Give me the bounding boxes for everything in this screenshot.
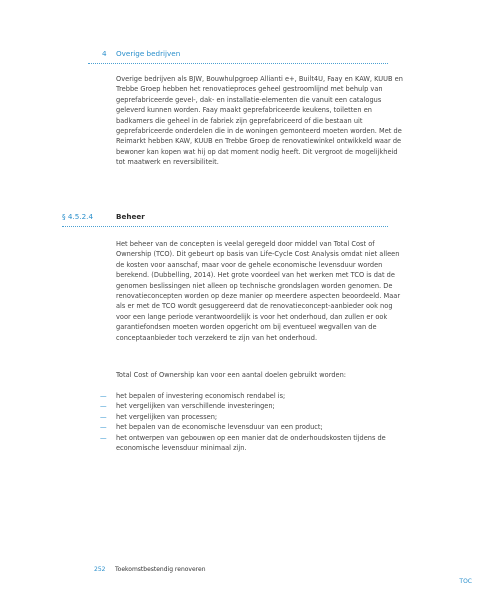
section-number: 4 <box>102 49 107 58</box>
page-number: 252 <box>94 566 106 573</box>
list-item-text: het ontwerpen van gebouwen op een manier dat de onderhoudskosten tijdens de economische levensduur minimaal zijn. <box>116 433 386 453</box>
dash-icon: — <box>100 402 107 411</box>
page-footer <box>94 566 206 573</box>
paragraph-overige-bedrijven: Overige bedrijven als BJW, Bouwhulpgroep Allianti e+, Built4U, Faay en KAW, KUUB en Trebbe Groep hebben het renovatieproces geheel gestroomlijnd met behulp van geprefabriceerde gevel-, dak- en installatie-elementen die vanuit een catalogus geleverd kunnen worden. Faay maakt geprefabriceerde keukens, toiletten en badkamers die geheel in de fabriek zijn geprefabriceerd of die bestaan uit geprefabriceerde onderdelen die in de woningen gemonteerd moeten worden. Met de Reimarkt hebben KAW, KUUB en Trebbe Groep de renovatiewinkel ontwikkeld waar de bewoner kan kopen wat hij op dat moment nodig heeft. Dit vergroot de mogelijkheid tot maatwerk en reversibiliteit. <box>116 75 403 167</box>
dash-icon: — <box>100 392 107 400</box>
section-title: Overige bedrijven <box>116 49 181 58</box>
section-number: § 4.5.2.4 <box>62 212 94 221</box>
list-item-text: het bepalen of investering economisch rendabel is; <box>116 392 286 400</box>
paragraph-tco-intro: Total Cost of Ownership kan voor een aantal doelen gebruikt worden: <box>116 371 347 379</box>
list-item <box>100 401 410 411</box>
paragraph-beheer: Het beheer van de concepten is veelal geregeld door middel van Total Cost of Ownership (TCO). Dit gebeurt op basis van Life-Cycle Cost Analysis omdat niet alleen de kosten voor aanschaf, maar voor de gehele economische levensduur worden berekend. (Dubbelling, 2014). Het grote voordeel van het werken met TCO is dat de genomen beslissingen niet alleen op technische grondslagen worden genomen. De renovatieconcepten worden op deze manier op meerdere aspecten beoordeeld. Maar als er met de TCO wordt gesuggereerd dat de renovatieconcept-aanbieder ook nog voor een lange periode verantwoordelijk is voor het onderhoud, dan zullen er ook garantiefondsen moeten worden opgericht om bij eventueel wegvallen van de conceptaanbieder toch verzekerd te zijn van het onderhoud. <box>116 240 401 342</box>
list-item <box>100 433 410 454</box>
dash-icon: — <box>100 433 107 442</box>
list-item <box>100 391 410 401</box>
list-item-text: het vergelijken van verschillende investeringen; <box>116 402 275 411</box>
section-heading-beheer <box>62 212 388 227</box>
toc-link[interactable]: TOC <box>459 578 472 585</box>
dash-icon: — <box>100 423 107 432</box>
list-item-text: het bepalen van de economische levensduur van een product; <box>116 423 323 432</box>
section-title: Beheer <box>116 212 145 221</box>
footer-title: Toekomstbestendig renoveren <box>115 566 206 573</box>
list-item <box>100 422 410 432</box>
dash-icon: — <box>100 412 107 421</box>
bullet-list <box>100 391 410 453</box>
section-heading-overige-bedrijven <box>88 49 388 64</box>
list-item <box>100 412 410 422</box>
list-item-text: het vergelijken van processen; <box>116 412 218 421</box>
